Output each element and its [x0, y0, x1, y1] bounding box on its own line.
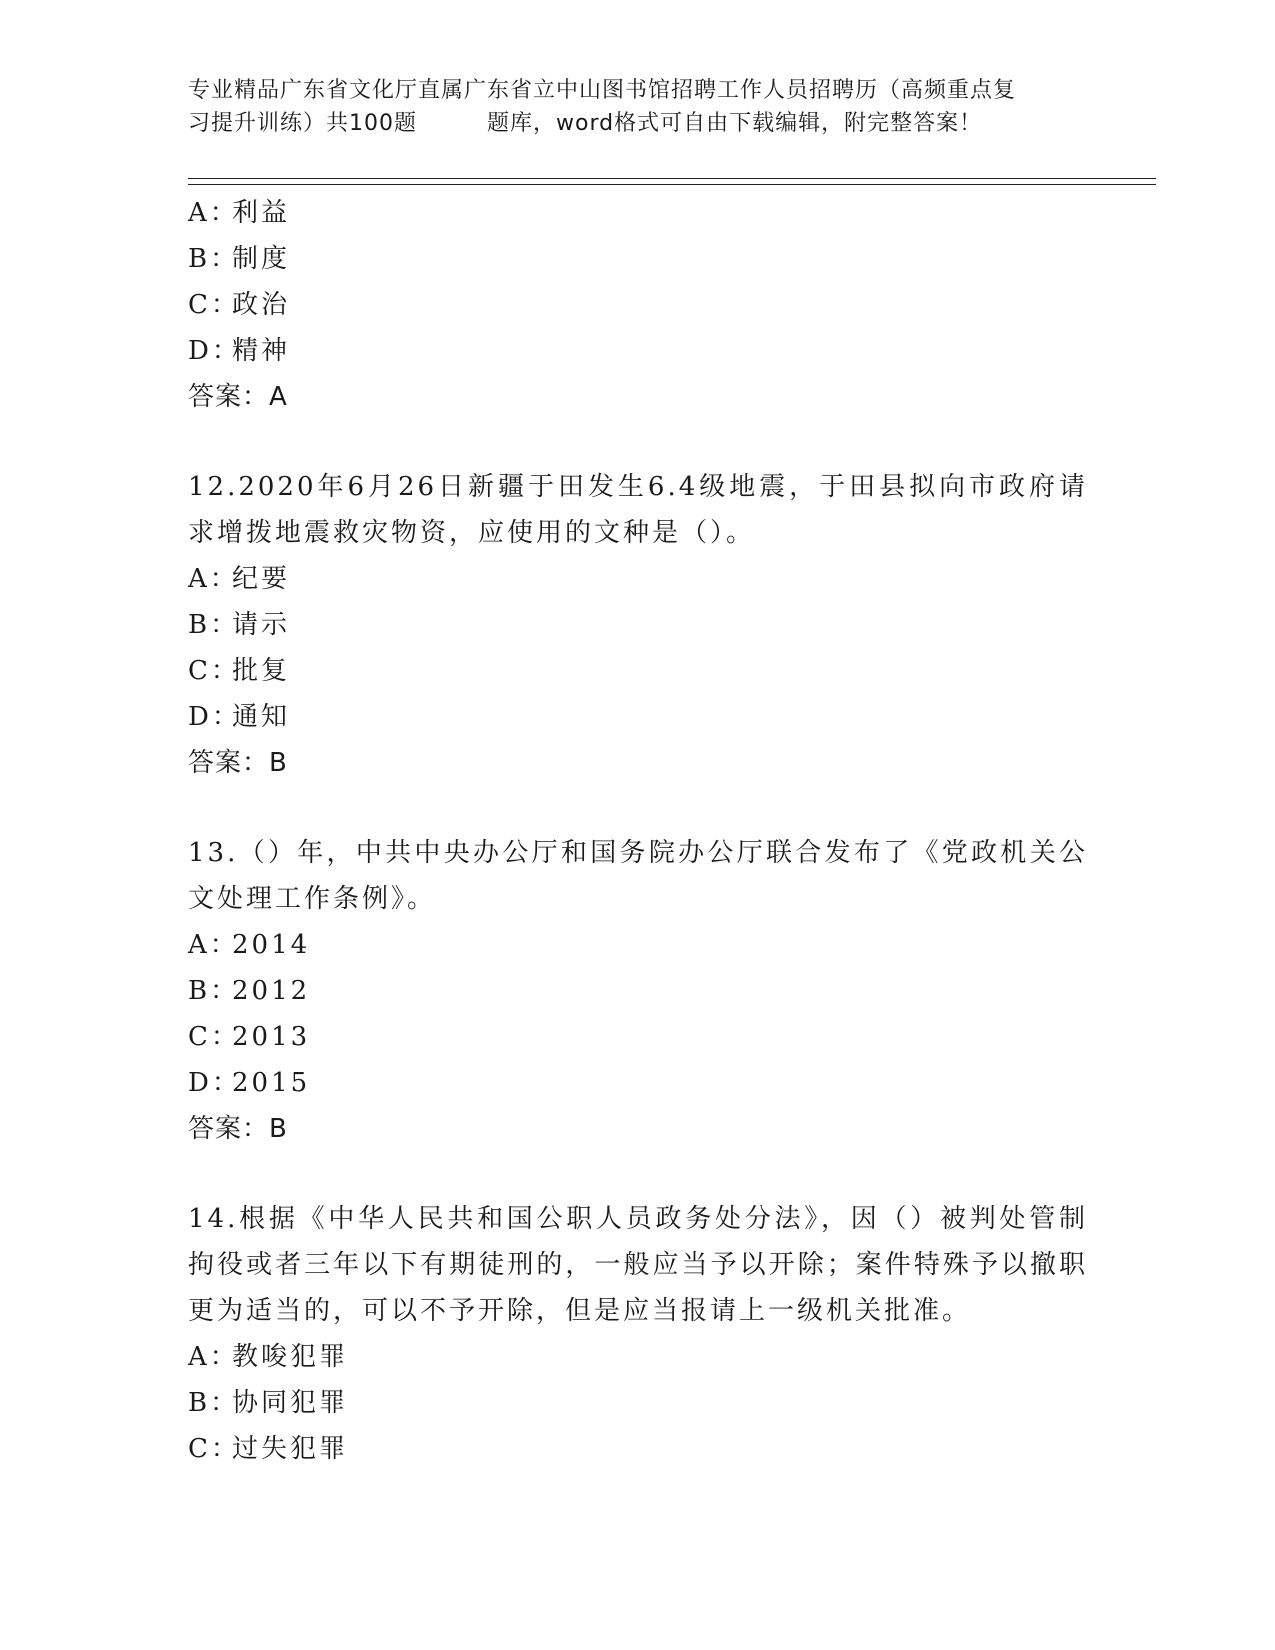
option-a: [188, 556, 1088, 602]
option-text: 2015: [232, 1068, 311, 1098]
question-block: [188, 1196, 1088, 1472]
option-a: [188, 1334, 1088, 1380]
header-title-line-1: 专业精品广东省文化厅直属广东省立中山图书馆招聘工作人员招聘历（高频重点复: [188, 78, 1017, 103]
option-text: 精神: [232, 336, 291, 366]
option-key: A：: [188, 198, 239, 228]
answer-line: 答案：A: [188, 382, 288, 412]
option-c: [188, 282, 1088, 328]
option-key: A：: [188, 930, 239, 960]
option-text: 过失犯罪: [232, 1434, 349, 1464]
question-block: [188, 190, 1088, 420]
option-text: 协同犯罪: [232, 1388, 349, 1418]
option-c: [188, 1426, 1088, 1472]
option-text: 制度: [232, 244, 291, 274]
question-list: [188, 190, 1088, 1472]
page-header: [188, 74, 1088, 140]
option-text: 纪要: [232, 564, 291, 594]
option-key: C：: [188, 1022, 240, 1052]
option-text: 利益: [232, 198, 291, 228]
option-c: [188, 1014, 1088, 1060]
option-text: 2013: [232, 1022, 311, 1052]
option-b: [188, 236, 1088, 282]
option-text: 2012: [232, 976, 311, 1006]
header-title-line-2: [188, 107, 1088, 140]
option-text: 政治: [232, 290, 291, 320]
option-a: [188, 190, 1088, 236]
option-key: A：: [188, 564, 239, 594]
option-text: 教唆犯罪: [232, 1342, 349, 1372]
option-text: 请示: [232, 610, 291, 640]
option-key: A：: [188, 1342, 239, 1372]
option-key: D：: [188, 336, 241, 366]
question-text: 12.2020年6月26日新疆于田发生6.4级地震，于田县拟向市政府请求增拨地震救灾物资，应使用的文种是（）。: [188, 472, 1088, 548]
option-d: [188, 1060, 1088, 1106]
question-text: 13.（）年，中共中央办公厅和国务院办公厅联合发布了《党政机关公文处理工作条例》。: [188, 838, 1088, 914]
option-key: B：: [188, 244, 240, 274]
option-text: 通知: [232, 702, 291, 732]
option-a: [188, 922, 1088, 968]
header-rule-bottom: [188, 184, 1156, 185]
option-key: D：: [188, 702, 241, 732]
option-b: [188, 968, 1088, 1014]
option-b: [188, 602, 1088, 648]
header-title-part-a: 习提升训练）共100题: [188, 111, 417, 136]
question-text: 14.根据《中华人民共和国公职人员政务处分法》，因（）被判处管制拘役或者三年以下有期徒刑的，一般应当予以开除；案件特殊予以撤职更为适当的，可以不予开除，但是应当报请上一级机关批准。: [188, 1204, 1088, 1326]
option-key: B：: [188, 976, 240, 1006]
header-title-part-b: 题库，word格式可自由下载编辑，附完整答案！: [487, 111, 983, 136]
question-block: [188, 830, 1088, 1152]
question-block: [188, 464, 1088, 786]
option-d: [188, 328, 1088, 374]
answer-line: 答案：B: [188, 748, 288, 778]
option-text: 批复: [232, 656, 291, 686]
option-text: 2014: [232, 930, 311, 960]
answer-line: 答案：B: [188, 1114, 288, 1144]
option-key: D：: [188, 1068, 241, 1098]
option-d: [188, 694, 1088, 740]
option-key: B：: [188, 610, 240, 640]
header-rule-top: [188, 178, 1156, 179]
option-key: C：: [188, 1434, 240, 1464]
option-key: C：: [188, 656, 240, 686]
option-b: [188, 1380, 1088, 1426]
option-key: C：: [188, 290, 240, 320]
option-c: [188, 648, 1088, 694]
option-key: B：: [188, 1388, 240, 1418]
